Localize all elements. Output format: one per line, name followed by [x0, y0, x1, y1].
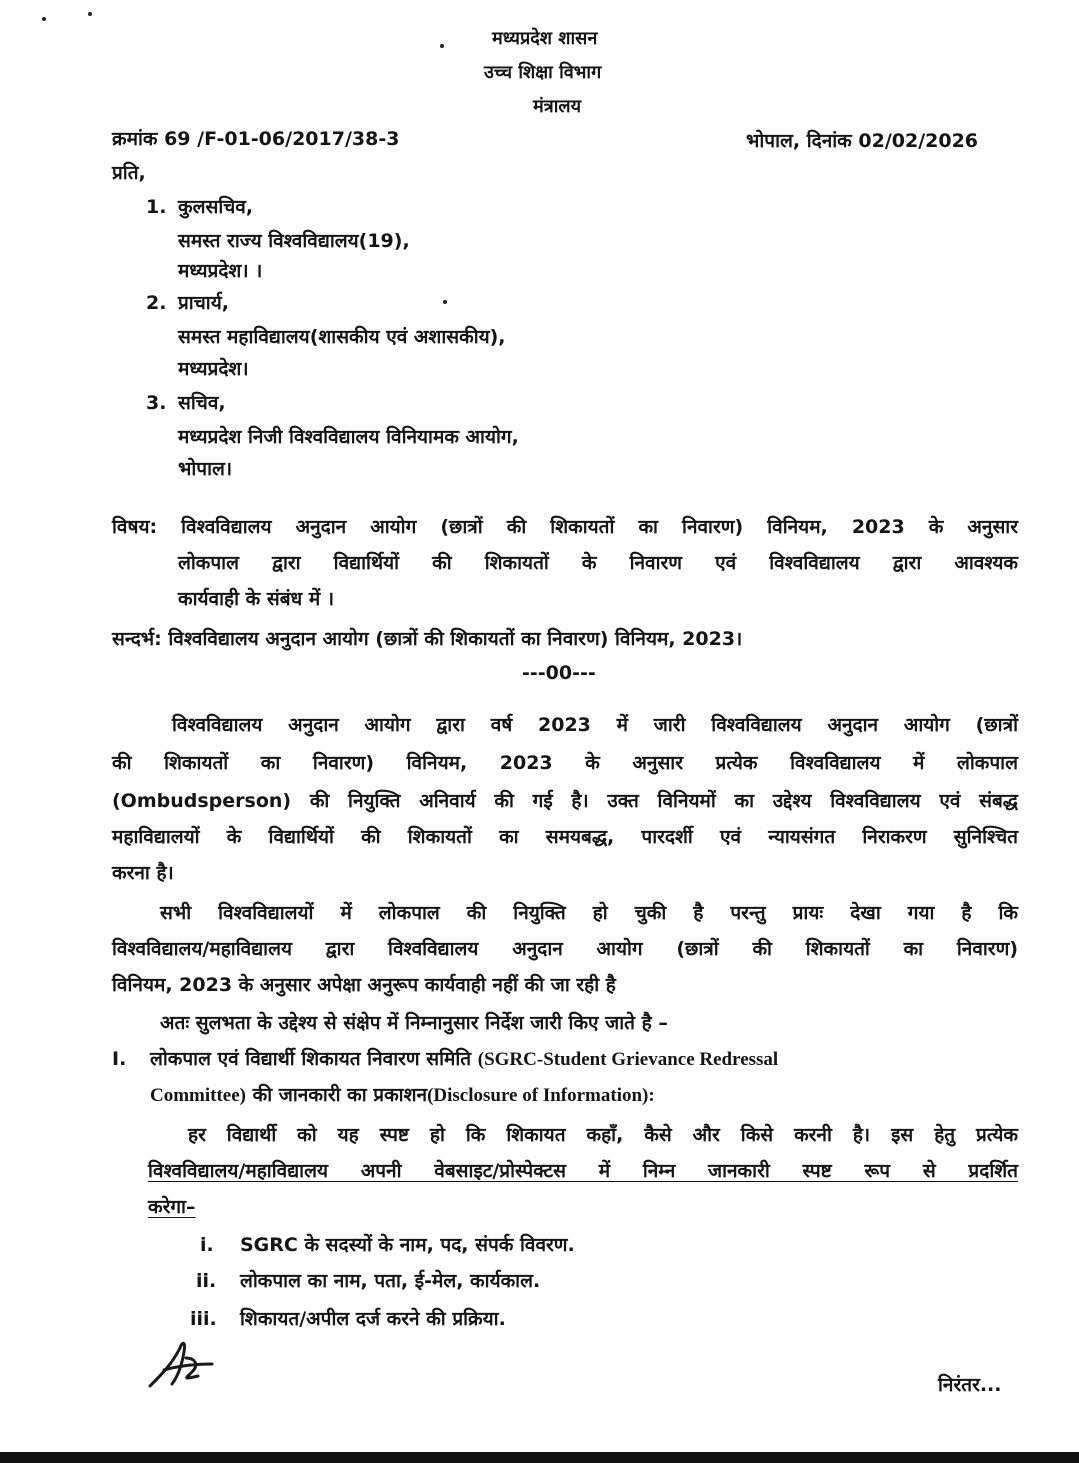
paragraph-line: विश्वविद्यालय अनुदान आयोग द्वारा वर्ष 2023 में जारी विश्वविद्यालय अनुदान आयोग (छात्रों [172, 714, 1018, 736]
section-body-line: हर विद्यार्थी को यह स्पष्ट हो कि शिकायत कहाँ, कैसे और किसे करनी है। इस हेतु प्रत्येक [188, 1124, 1018, 1146]
recipient-line: मध्यप्रदेश। [178, 358, 249, 380]
paragraph-line: विश्वविद्यालय/महाविद्यालय द्वारा विश्वविद्यालय अनुदान आयोग (छात्रों की शिकायतों का निवारण) [112, 938, 1018, 960]
paragraph-line: की शिकायतों का निवारण) विनियम, 2023 के अनुसार प्रत्येक विश्वविद्यालय में लोकपाल [112, 752, 1018, 774]
section-title [150, 1046, 778, 1073]
list-item-number: i. [200, 1234, 214, 1256]
section-title-english: Committee) [150, 1085, 247, 1106]
section-title-hindi: की जानकारी का प्रकाशन [252, 1084, 428, 1106]
subject-line: विषय: विश्वविद्यालय अनुदान आयोग (छात्रों की शिकायतों का निवारण) विनियम, 2023 के अनुसार [112, 516, 1018, 538]
scan-edge-bar [0, 1452, 1079, 1463]
scan-speck [443, 300, 447, 304]
paragraph-line: सभी विश्वविद्यालयों में लोकपाल की नियुक्ति हो चुकी है परन्तु प्रायः देखा गया है कि [160, 902, 1018, 924]
recipient-title: सचिव, [178, 392, 226, 414]
recipient-number: 2. [146, 292, 167, 314]
scan-speck [440, 44, 444, 48]
header-government: मध्यप्रदेश शासन [492, 28, 598, 49]
letter-date: भोपाल, दिनांक 02/02/2026 [746, 130, 979, 152]
section-title-english: (Disclosure of Information): [427, 1085, 655, 1106]
list-item: लोकपाल का नाम, पता, ई-मेल, कार्यकाल. [240, 1270, 541, 1292]
list-item-number: iii. [190, 1308, 217, 1330]
section-title-continued [150, 1082, 655, 1109]
paragraph-line: अतः सुलभता के उद्देश्य से संक्षेप में निम्नानुसार निर्देश जारी किए जाते है – [160, 1012, 668, 1034]
section-title-english: (SGRC-Student Grievance Redressal [477, 1049, 779, 1070]
list-item: शिकायत/अपील दर्ज करने की प्रक्रिया. [240, 1308, 506, 1330]
letter-number: क्रमांक 69 /F-01-06/2017/38-3 [112, 128, 400, 150]
scan-speck [88, 12, 92, 16]
recipient-number: 3. [146, 392, 167, 414]
to-label: प्रति, [112, 162, 146, 184]
continued-label: निरंतर... [938, 1374, 1002, 1396]
section-body-line: करेगा– [148, 1196, 196, 1218]
subject-line: लोकपाल द्वारा विद्यार्थियों की शिकायतों के निवारण एवं विश्वविद्यालय द्वारा आवश्यक [178, 552, 1018, 574]
recipient-line: समस्त महाविद्यालय(शासकीय एवं अशासकीय), [178, 326, 506, 348]
scan-speck [42, 17, 46, 21]
recipient-line: मध्यप्रदेश निजी विश्वविद्यालय विनियामक आयोग, [178, 426, 519, 448]
paragraph-line: (Ombudsperson) की नियुक्ति अनिवार्य की गई है। उक्त विनियमों का उद्देश्य विश्वविद्यालय एवं संबद्ध [112, 790, 1018, 812]
recipient-number: 1. [146, 196, 167, 218]
section-number: I. [112, 1048, 127, 1070]
header-ministry: मंत्रालय [533, 96, 582, 117]
section-body-line: विश्वविद्यालय/महाविद्यालय अपनी वेबसाइट/प्रोस्पेक्टस में निम्न जानकारी स्पष्ट रूप से प्रदर्शित [148, 1160, 1018, 1182]
signature-initials [142, 1334, 232, 1394]
recipient-title: कुलसचिव, [178, 196, 254, 218]
separator: ---00--- [522, 662, 596, 684]
list-item-number: ii. [196, 1270, 217, 1292]
recipient-line: समस्त राज्य विश्वविद्यालय(19), [178, 230, 410, 252]
section-title-hindi: लोकपाल एवं विद्यार्थी शिकायत निवारण समिति [150, 1048, 472, 1070]
recipient-line: मध्यप्रदेश। । [178, 260, 263, 282]
recipient-line: भोपाल। [178, 458, 233, 480]
recipient-title: प्राचार्य, [178, 292, 229, 314]
paragraph-line: महाविद्यालयों के विद्यार्थियों की शिकायतों का समयबद्ध, पारदर्शी एवं न्यायसंगत निराकरण सुनिश्चित [112, 826, 1018, 848]
paragraph-line: विनियम, 2023 के अनुसार अपेक्षा अनुरूप कार्यवाही नहीं की जा रही है [112, 974, 616, 996]
paragraph-line: करना है। [112, 862, 174, 884]
reference-line: सन्दर्भ: विश्वविद्यालय अनुदान आयोग (छात्रों की शिकायतों का निवारण) विनियम, 2023। [112, 628, 743, 650]
subject-line: कार्यवाही के संबंध में । [178, 588, 335, 610]
header-department: उच्च शिक्षा विभाग [484, 62, 602, 83]
list-item: SGRC के सदस्यों के नाम, पद, संपर्क विवरण. [240, 1234, 575, 1256]
